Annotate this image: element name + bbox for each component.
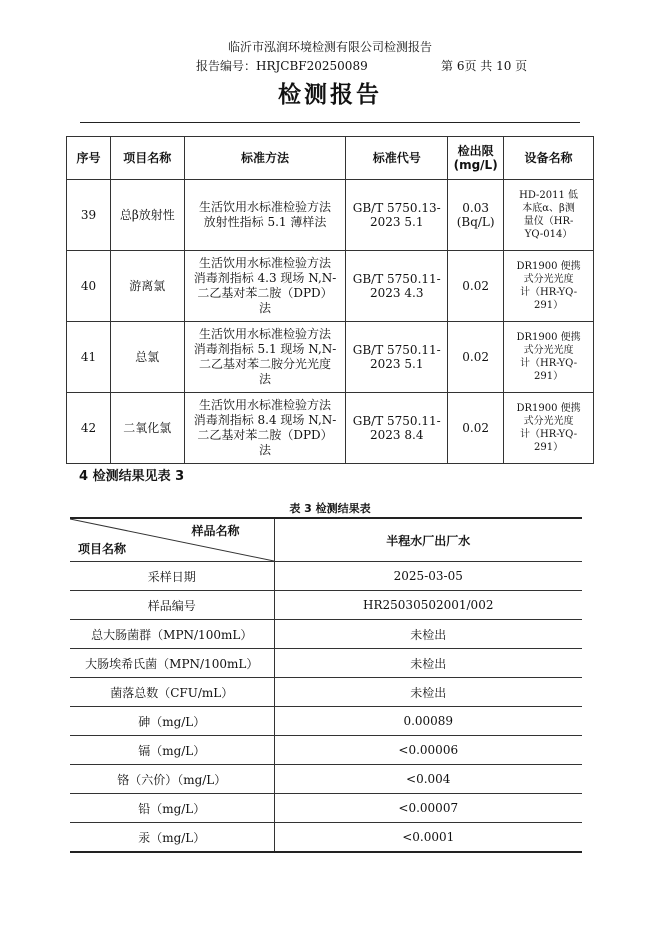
row-item: 总β放射性 <box>110 180 184 251</box>
table-row <box>70 707 582 736</box>
row-device: DR1900 便携 式分光光度 计（HR-YQ- 291） <box>504 393 594 464</box>
result-value: <0.00006 <box>274 736 582 765</box>
row-code: GB/T 5750.11- 2023 8.4 <box>346 393 448 464</box>
row-method: 生活饮用水标准检验方法 放射性指标 5.1 薄样法 <box>184 180 346 251</box>
result-value: 未检出 <box>274 620 582 649</box>
section-title: 4 检测结果见表 3 <box>79 469 185 484</box>
row-method: 生活饮用水标准检验方法 消毒剂指标 4.3 现场 N,N- 二乙基对苯二胺（DPD） 法 <box>184 251 346 322</box>
result-label: 菌落总数（CFU/mL） <box>70 678 274 707</box>
row-item: 游离氯 <box>110 251 184 322</box>
result-label: 样品编号 <box>70 591 274 620</box>
table-caption: 表 3 检测结果表 <box>289 502 371 515</box>
diagonal-header-cell <box>70 518 274 562</box>
result-value: <0.00007 <box>274 794 582 823</box>
row-device: DR1900 便携 式分光光度 计（HR-YQ- 291） <box>504 322 594 393</box>
header-item: 项目名称 <box>110 137 184 180</box>
report-title: 检测报告 <box>278 82 382 108</box>
result-value: 未检出 <box>274 678 582 707</box>
result-label: 大肠埃希氏菌（MPN/100mL） <box>70 649 274 678</box>
result-label: 镉（mg/L） <box>70 736 274 765</box>
row-limit: 0.02 <box>448 251 504 322</box>
result-label: 总大肠菌群（MPN/100mL） <box>70 620 274 649</box>
table-row <box>70 794 582 823</box>
table-row <box>70 736 582 765</box>
results-header <box>70 518 582 562</box>
row-no: 40 <box>67 251 111 322</box>
method-table-header <box>67 137 594 180</box>
row-method: 生活饮用水标准检验方法 消毒剂指标 8.4 现场 N,N- 二乙基对苯二胺（DPD） 法 <box>184 393 346 464</box>
page-number: 第 6页 共 10 页 <box>441 59 528 73</box>
row-no: 42 <box>67 393 111 464</box>
result-label: 砷（mg/L） <box>70 707 274 736</box>
table-row <box>70 620 582 649</box>
table-row <box>70 678 582 707</box>
table-row <box>67 180 594 251</box>
result-value: <0.0001 <box>274 823 582 853</box>
row-item: 二氧化氯 <box>110 393 184 464</box>
result-label: 铅（mg/L） <box>70 794 274 823</box>
row-no: 39 <box>67 180 111 251</box>
header-limit: 检出限 (mg/L) <box>448 137 504 180</box>
result-label: 汞（mg/L） <box>70 823 274 853</box>
company-header: 临沂市泓润环境检测有限公司检测报告 <box>227 40 432 54</box>
result-value: <0.004 <box>274 765 582 794</box>
result-label: 采样日期 <box>70 562 274 591</box>
row-limit: 0.02 <box>448 322 504 393</box>
row-no: 41 <box>67 322 111 393</box>
table-row <box>70 591 582 620</box>
header-method: 标准方法 <box>184 137 346 180</box>
table-row <box>70 823 582 853</box>
result-value: 2025-03-05 <box>274 562 582 591</box>
table-row <box>67 393 594 464</box>
result-value: 未检出 <box>274 649 582 678</box>
table-row <box>67 251 594 322</box>
result-label: 铬（六价）（mg/L） <box>70 765 274 794</box>
row-code: GB/T 5750.11- 2023 5.1 <box>346 322 448 393</box>
table-row <box>70 562 582 591</box>
results-table <box>70 517 582 853</box>
report-number: 报告编号：HRJCBF20250089 <box>196 59 368 73</box>
row-item: 总氯 <box>110 322 184 393</box>
row-method: 生活饮用水标准检验方法 消毒剂指标 5.1 现场 N,N- 二乙基对苯二胺分光光度 法 <box>184 322 346 393</box>
row-limit: 0.03 (Bq/L) <box>448 180 504 251</box>
header-device: 设备名称 <box>504 137 594 180</box>
header-no: 序号 <box>67 137 111 180</box>
title-divider <box>80 122 580 123</box>
row-limit: 0.02 <box>448 393 504 464</box>
row-device: DR1900 便携 式分光光度 计（HR-YQ- 291） <box>504 251 594 322</box>
header-code: 标准代号 <box>346 137 448 180</box>
row-device: HD-2011 低 本底α、β测 量仪（HR- YQ-014） <box>504 180 594 251</box>
table-row <box>67 322 594 393</box>
header-item-name: 项目名称 <box>78 542 127 556</box>
table-row <box>70 765 582 794</box>
table-row <box>70 649 582 678</box>
header-sample-name: 样品名称 <box>191 524 240 538</box>
result-value: HR25030502001/002 <box>274 591 582 620</box>
result-value: 0.00089 <box>274 707 582 736</box>
row-code: GB/T 5750.13- 2023 5.1 <box>346 180 448 251</box>
row-code: GB/T 5750.11- 2023 4.3 <box>346 251 448 322</box>
method-table <box>66 136 594 464</box>
header-sample-column: 半程水厂出厂水 <box>274 518 582 562</box>
